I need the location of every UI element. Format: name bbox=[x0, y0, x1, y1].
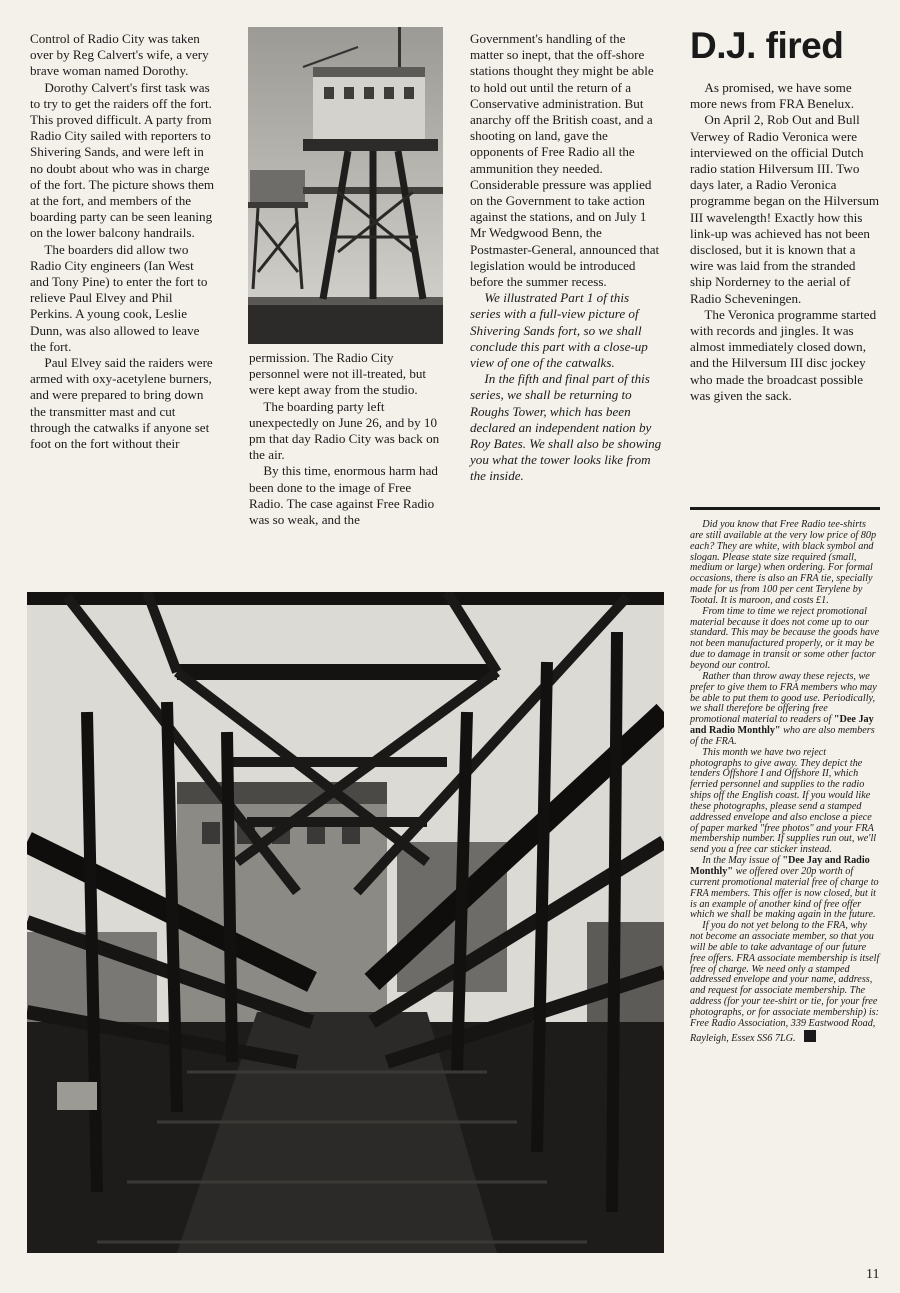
column-4 bbox=[690, 80, 880, 404]
paragraph: Government's handling of the matter so inept, that the off-shore stations thought they might be able to hold out until the return of a Conservative administration. But anarchy off the British coast, and a shooting on land, gave the opponents of Free Radio all the ammunition they needed. Considerable pressure was applied on the Government to take action against the stations, and on July 1 Mr Wedgwood Benn, the Postmaster-General, announced that legislation would be introduced before the summer recess. bbox=[470, 31, 660, 290]
column-1 bbox=[30, 31, 215, 452]
sidebar-text: In the May issue of bbox=[702, 855, 780, 867]
paragraph: By this time, enormous harm had been done to the image of Free Radio. The case against Free Radio was so weak, and the bbox=[249, 463, 438, 528]
paragraph: The Veronica programme started with records and jingles. It was almost immediately closed down, and the Hilversum III disc jockey who made the broadcast possible was given the sack. bbox=[690, 306, 877, 403]
sidebar-text: who are also members of the FRA. bbox=[690, 725, 875, 747]
paragraph: As promised, we have some more news from FRA Benelux. bbox=[690, 80, 855, 112]
sidebar-text: If you do not yet belong to the FRA, why not become an associate member, so that you will be able to take advantage of our future free offers. FRA associate membership is itself free of charge. We need only a stamped addressed envelope and your name, address, and request for associate membership. The address (for your tee-shirt or tie, for your free photographs, or for associate membership) is: Free Radio Association, 339 Eastwood Road, Rayleigh, Essex SS6 7LG. bbox=[690, 920, 880, 1044]
sidebar-paragraph bbox=[690, 921, 880, 1044]
paragraph: Paul Elvey said the raiders were armed with oxy-acetylene burners, and were prepared to bring down the transmitter mast and cut through the catwalks if anyone set foot on the fort without their bbox=[30, 355, 213, 452]
editor-note: We illustrated Part 1 of this series with a full-view picture of Shivering Sands fort, so we shall conclude this part with a close-up view of one of the catwalks. bbox=[470, 290, 648, 371]
paragraph: Dorothy Calvert's first task was to try to get the raiders off the fort. This proved difficult. A party from Radio City sailed with reporters to Shivering Sands, and were left in no doubt about who was in charge of the fort. The picture shows them at the fort, and members of the boarding party can be seen leaning on the lower balcony handrails. bbox=[30, 79, 215, 241]
paragraph: Control of Radio City was taken over by Reg Calvert's wife, a very brave woman named Dorothy. bbox=[30, 31, 209, 79]
page-number: 11 bbox=[866, 1267, 880, 1282]
magazine-name: "Dee Jay and Radio Monthly" bbox=[690, 855, 870, 877]
photo-shivering-sands-fort bbox=[248, 27, 443, 344]
sidebar-text: Rather than throw away these rejects, we prefer to give them to FRA members who may be able to put them to good use. Periodically, we shall therefore be offering free promotional material to readers of bbox=[690, 670, 877, 726]
catwalk-photo-image bbox=[27, 592, 664, 1253]
paragraph: permission. The Radio City personnel were not ill-treated, but were kept away from the studio. bbox=[249, 350, 427, 398]
paragraph: The boarding party left unexpectedly on June 26, and by 10 pm that day Radio City was back on the air. bbox=[249, 398, 440, 463]
sidebar-paragraph: From time to time we reject promotional material because it does not come up to our standard. This may be because the goods have not been manufactured properly, or it may be due to damage in transit or some other factor beyond our control. bbox=[690, 605, 880, 671]
headline: D.J. fired bbox=[690, 25, 844, 66]
fra-notice-sidebar bbox=[690, 520, 880, 1045]
sidebar-paragraph bbox=[690, 856, 880, 921]
paragraph: The boarders did allow two Radio City engineers (Ian West and Tony Pine) to enter the fort to relieve Paul Elvey and Phil Perkins. A young cook, Leslie Dunn, was also allowed to leave the fort. bbox=[30, 241, 208, 354]
editor-note: In the fifth and final part of this series, we shall be returning to Roughs Tower, which has been declared an independent nation by Roy Bates. We shall also be showing you what the tower looks like from the inside. bbox=[470, 371, 662, 484]
photo-catwalk-closeup bbox=[27, 592, 664, 1253]
paragraph: On April 2, Rob Out and Bull Verwey of Radio Veronica were interviewed on the official Dutch radio station Hilversum III. Two days later, a Radio Veronica programme began on the Hilversum III wavelength! Exactly how this link-up was achieved has not been disclosed, but it is known that a wire was laid from the stranded ship Norderney to the aerial of Radio Scheveningen. bbox=[690, 112, 880, 306]
sidebar-paragraph bbox=[690, 672, 880, 748]
end-mark-icon bbox=[804, 1030, 816, 1042]
sidebar-paragraph: Did you know that Free Radio tee-shirts are still available at the very low price of 80p each? They are white, with black symbol and slogan. Please state size required (small, medium or large) when ordering. For formal occasions, there is also an FRA tie, specially made for us from 100 per cent Terylene by Tootal. It is maroon, and costs £1. bbox=[690, 519, 877, 606]
sidebar-text: we offered over 20p worth of current promotional material free of charge to FRA members. This offer is now closed, but it is an example of another kind of free offer which we shall be making again in the future. bbox=[690, 866, 879, 921]
divider-rule bbox=[690, 507, 880, 510]
magazine-name: "Dee Jay and Radio Monthly" bbox=[690, 714, 874, 737]
column-3 bbox=[470, 31, 662, 485]
sidebar-paragraph: This month we have two reject photographs to give away. They depict the tenders Offshore I and Offshore II, which ferried personnel and supplies to the radio ships off the English coast. If you would like these photographs, please send a stamped addressed envelope and also enclose a piece of paper marked "free photos" and your FRA membership number. If supplies run out, we'll send you a free car sticker instead. bbox=[690, 746, 877, 856]
fort-photo-image bbox=[248, 27, 443, 344]
column-2 bbox=[249, 350, 444, 528]
